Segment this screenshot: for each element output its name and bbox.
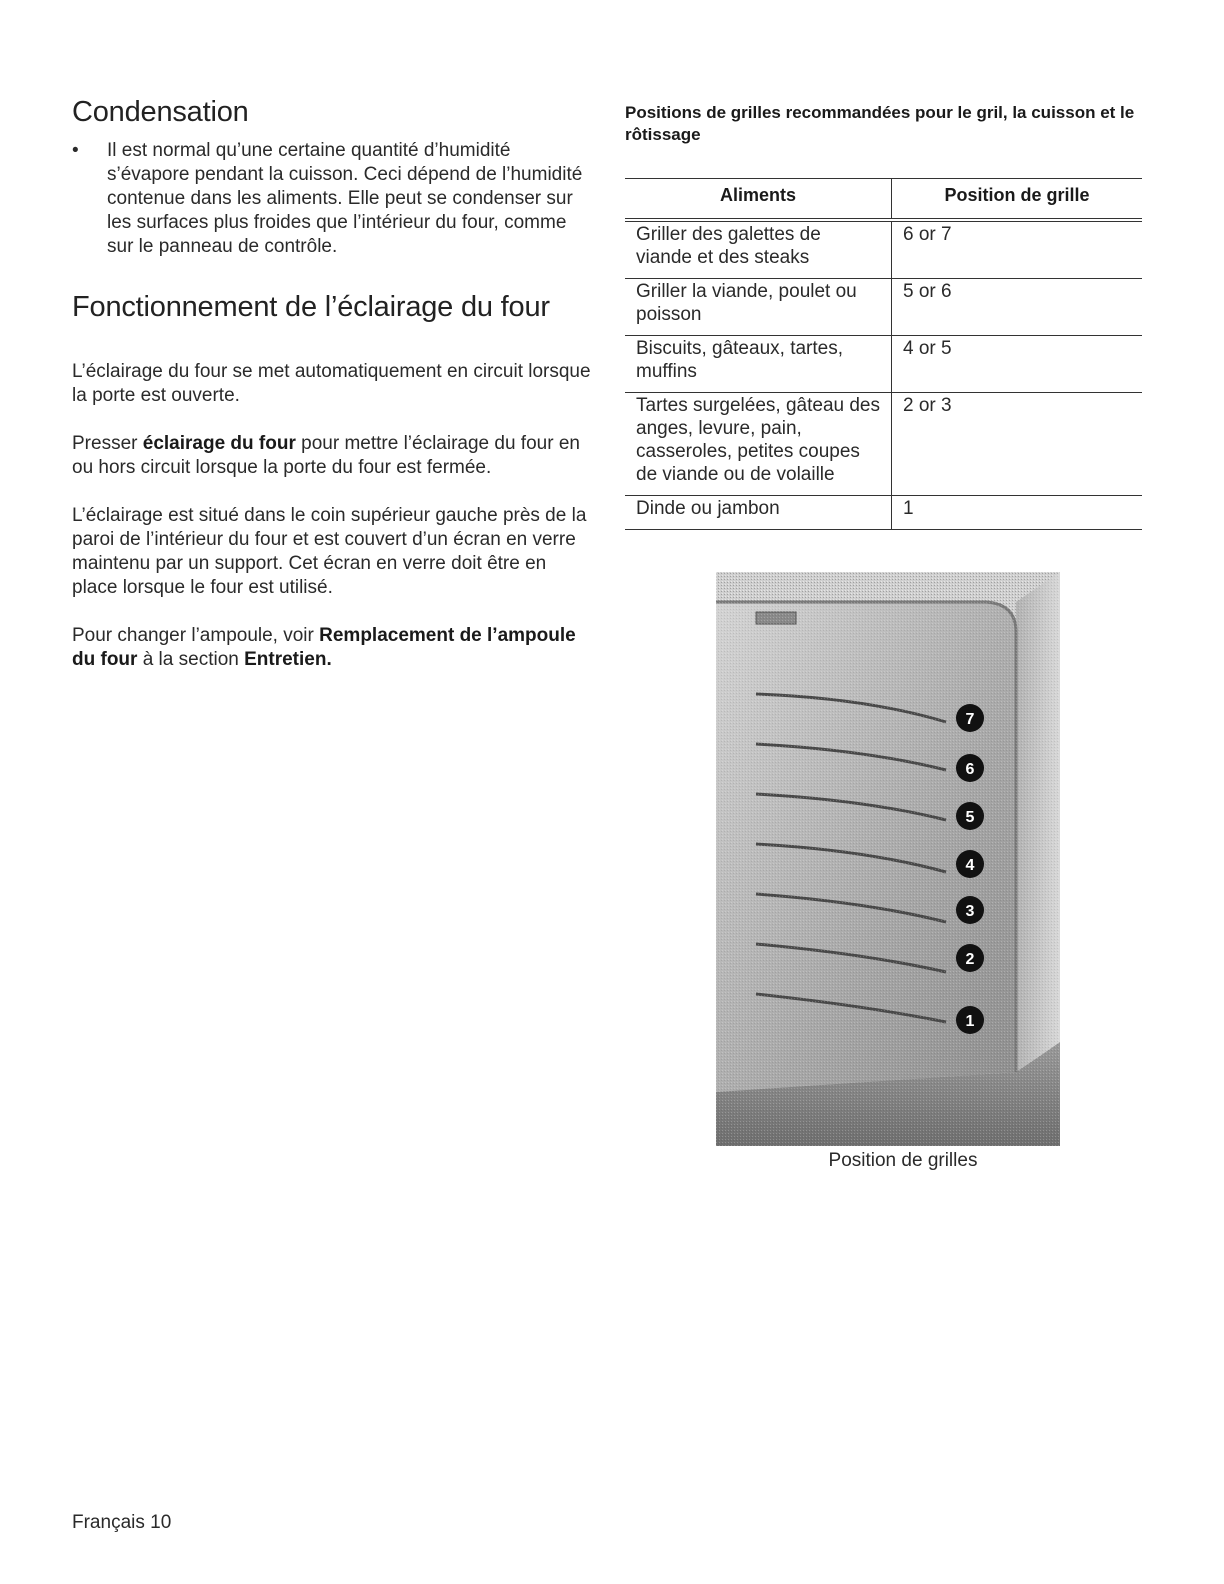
rack-marker-5 [956, 802, 984, 830]
p4-bold-1: Remplacement de l’ampoule du four [72, 625, 576, 670]
right-column [625, 102, 1142, 530]
rack-marker-label: 5 [965, 809, 975, 826]
lighting-paragraph-1: L’éclairage du four se met automatiquement en circuit lorsque la porte est ouverte. [72, 361, 591, 406]
food-cell: Tartes surgelées, gâteau des anges, levure, pain, casseroles, petites coupes de viande ou de volaille [625, 393, 892, 496]
table-header-row [625, 179, 1142, 221]
food-cell: Griller des galettes de viande et des steaks [625, 220, 892, 279]
condensation-heading: Condensation [72, 96, 249, 128]
p2-post: pour mettre l’éclairage du four en ou hors circuit lorsque la porte du four est fermée. [72, 433, 580, 478]
lighting-paragraph-4 [72, 624, 592, 672]
condensation-text: Il est normal qu’une certaine quantité d’humidité s’évapore pendant la cuisson. Ceci dépend de l’humidité contenue dans les aliments. Elle peut se condenser sur les surfaces plus froides que l’intérieur du four, comme sur le panneau de contrôle. [107, 140, 583, 257]
lighting-paragraph-3: L’éclairage est situé dans le coin supérieur gauche près de la paroi de l’intérieur du four et est couvert d’un écran en verre maintenu par un support. Cet écran en verre doit être en place lorsque le four est utilisé. [72, 505, 587, 598]
rack-marker-label: 3 [965, 903, 975, 920]
rack-marker-label: 2 [965, 951, 975, 968]
p4-bold-2: Entretien. [244, 649, 332, 670]
position-cell: 6 or 7 [892, 220, 1143, 279]
food-cell: Griller la viande, poulet ou poisson [625, 279, 892, 336]
rack-marker-1 [956, 1006, 984, 1034]
rack-marker-label: 1 [965, 1013, 975, 1030]
table-row [625, 336, 1142, 393]
rack-marker-2 [956, 944, 984, 972]
rack-marker-3 [956, 896, 984, 924]
table-row [625, 393, 1142, 496]
p4-pre: Pour changer l’ampoule, voir [72, 625, 320, 646]
position-cell: 5 or 6 [892, 279, 1143, 336]
food-cell: Dinde ou jambon [625, 496, 892, 530]
rack-marker-4 [956, 850, 984, 878]
header-aliments: Aliments [625, 179, 892, 221]
position-cell: 1 [892, 496, 1143, 530]
oven-rack-photo [716, 572, 1060, 1146]
table-row [625, 220, 1142, 279]
header-position: Position de grille [892, 179, 1143, 221]
left-column [72, 96, 592, 696]
p2-bold: éclairage du four [142, 433, 296, 454]
table-row [625, 496, 1142, 530]
p2-pre: Presser [72, 433, 143, 454]
position-cell: 4 or 5 [892, 336, 1143, 393]
rack-position-table [625, 178, 1142, 530]
figure-caption: Position de grilles [828, 1150, 978, 1171]
page-footer: Français 10 [72, 1512, 172, 1533]
rack-marker-label: 4 [965, 857, 975, 874]
bullet-marker: • [72, 140, 79, 161]
rack-marker-6 [956, 754, 984, 782]
rack-marker-7 [956, 704, 984, 732]
rack-marker-label: 6 [965, 761, 975, 778]
table-row [625, 279, 1142, 336]
condensation-bullet-item [72, 139, 592, 259]
rack-table-title: Positions de grilles recommandées pour le gril, la cuisson et le rôtissage [625, 103, 1135, 144]
lighting-paragraph-2 [72, 432, 592, 480]
rack-marker-label: 7 [965, 711, 975, 728]
lighting-heading: Fonctionnement de l’éclairage du four [72, 291, 550, 323]
food-cell: Biscuits, gâteaux, tartes, muffins [625, 336, 892, 393]
position-cell: 2 or 3 [892, 393, 1143, 496]
p4-mid: à la section [137, 649, 245, 670]
